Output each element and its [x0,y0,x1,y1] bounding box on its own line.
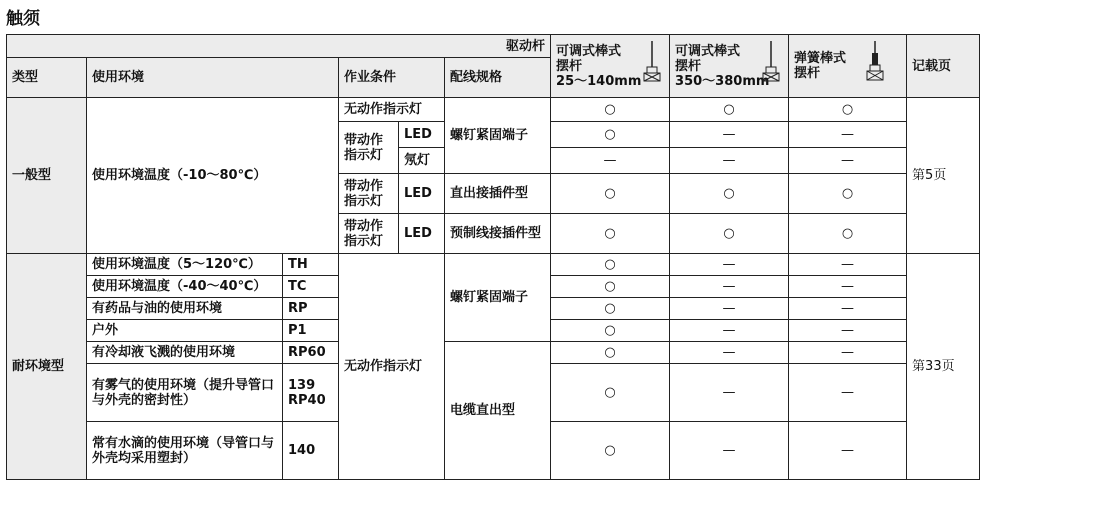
table-row [7,98,980,122]
env-description: 户外 [87,320,283,342]
mark-cell: ○ [789,98,907,122]
with-indicator-label: 带动作指示灯 [339,174,399,214]
col-c-line2: 摆杆 [794,66,821,81]
type-header: 类型 [7,58,87,98]
env-description: 有雾气的使用环境（提升导管口与外壳的密封性） [87,364,283,422]
mark-cell: ○ [551,342,670,364]
mark-cell: ○ [551,320,670,342]
env-code: 140 [283,422,339,480]
mark-cell: ○ [551,174,670,214]
mark-cell: ○ [670,214,789,254]
mark-cell: ○ [789,174,907,214]
env-screw-terminal-label: 螺钉紧固端子 [445,254,551,342]
drive-lever-label: 驱动杆 [7,35,551,58]
mark-cell: ○ [551,122,670,148]
adjustable-rod-lever-long-icon [760,39,782,83]
no-indicator-label: 无动作指示灯 [339,98,445,122]
spec-table-container [6,34,979,480]
mark-cell: ○ [551,422,670,480]
env-description: 使用环境温度（-40～40℃） [87,276,283,298]
general-environment: 使用环境温度（-10～80℃） [87,98,339,254]
header-row-top [7,35,980,58]
environment-header: 使用环境 [87,58,339,98]
col-b-line2: 摆杆 [675,58,702,74]
env-code: TH [283,254,339,276]
env-code: P1 [283,320,339,342]
env-description: 常有水滴的使用环境（导管口与外壳均采用塑封） [87,422,283,480]
mark-cell: — [789,254,907,276]
neon-label: 氖灯 [399,148,445,174]
col-adjustable-short [551,35,670,98]
ref-page-header: 记载页 [907,35,980,98]
col-a-line2: 摆杆 [556,58,583,74]
led-label: LED [399,122,445,148]
mark-cell: ○ [551,98,670,122]
env-description: 使用环境温度（5～120℃） [87,254,283,276]
mark-cell: — [789,422,907,480]
screw-terminal-label: 螺钉紧固端子 [445,98,551,174]
operating-condition-header: 作业条件 [339,58,445,98]
mark-cell: — [670,122,789,148]
ref-page-env: 第33页 [907,254,980,480]
env-description: 有冷却液飞溅的使用环境 [87,342,283,364]
table-row [7,342,980,364]
with-indicator-label: 带动作指示灯 [339,214,399,254]
mark-cell: ○ [551,254,670,276]
adjustable-rod-lever-icon [641,39,663,83]
spring-rod-lever-icon [864,39,886,83]
mark-cell: ○ [551,214,670,254]
table-row [7,254,980,276]
col-b-line3: 350～380mm [675,73,770,89]
type-env-resistant: 耐环境型 [7,254,87,480]
mark-cell: — [670,148,789,174]
mark-cell: ○ [789,214,907,254]
env-description: 有药品与油的使用环境 [87,298,283,320]
with-indicator-label: 带动作指示灯 [339,122,399,174]
mark-cell: ○ [551,298,670,320]
mark-cell: — [789,276,907,298]
led-label: LED [399,214,445,254]
col-a-line1: 可调式棒式 [556,43,622,59]
col-spring-rod [789,35,907,98]
env-operating-condition: 无动作指示灯 [339,254,445,480]
mark-cell: — [789,298,907,320]
env-code: TC [283,276,339,298]
col-b-line1: 可调式棒式 [675,43,741,59]
mark-cell: ○ [670,174,789,214]
wiring-header: 配线规格 [445,58,551,98]
mark-cell: ○ [670,98,789,122]
mark-cell: — [789,148,907,174]
type-general: 一般型 [7,98,87,254]
mark-cell: ○ [551,364,670,422]
env-code: RP60 [283,342,339,364]
env-code: RP [283,298,339,320]
ref-page-general: 第5页 [907,98,980,254]
mark-cell: — [789,122,907,148]
mark-cell: — [551,148,670,174]
cable-direct-label: 电缆直出型 [445,342,551,480]
col-c-line1: 弹簧棒式 [794,51,847,66]
mark-cell: — [670,254,789,276]
mark-cell: — [789,364,907,422]
mark-cell: ○ [551,276,670,298]
mark-cell: — [670,320,789,342]
mark-cell: — [670,298,789,320]
col-a-line3: 25～140mm [556,73,642,89]
mark-cell: — [670,422,789,480]
mark-cell: — [670,342,789,364]
mark-cell: — [789,320,907,342]
precabled-connector-label: 预制线接插件型 [445,214,551,254]
led-label: LED [399,174,445,214]
direct-connector-label: 直出接插件型 [445,174,551,214]
mark-cell: — [670,276,789,298]
env-code: 139 RP40 [283,364,339,422]
mark-cell: — [670,364,789,422]
page-title: 触须 [6,9,40,29]
spec-table [6,34,980,480]
mark-cell: — [789,342,907,364]
col-adjustable-long [670,35,789,98]
